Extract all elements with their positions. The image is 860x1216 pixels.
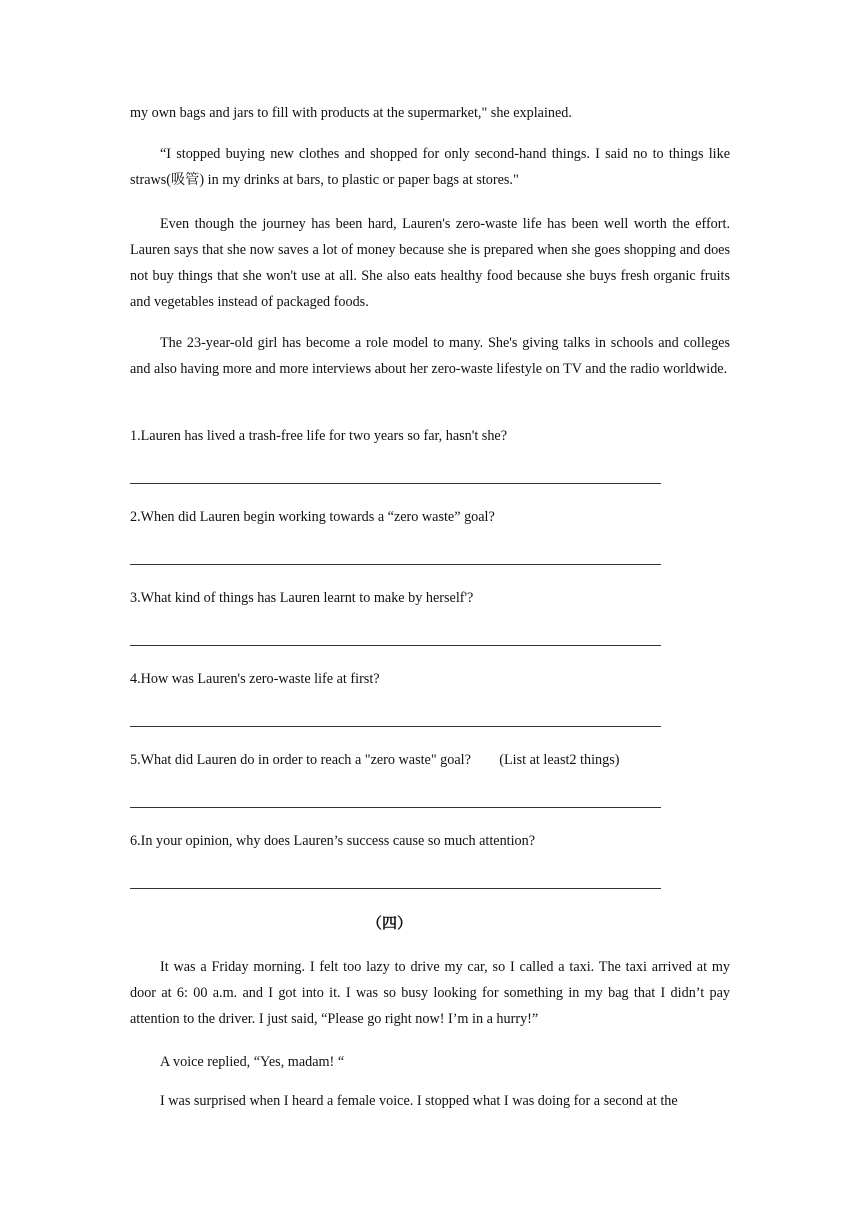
section-heading: （四） bbox=[367, 914, 413, 932]
question-4: 4.How was Lauren's zero-waste life at first? bbox=[130, 671, 380, 687]
question-6: 6.In your opinion, why does Lauren’s success cause so much attention? bbox=[130, 833, 536, 849]
paragraph-role-model: The 23-year-old girl has become a role model to many. She's giving talks in schools and colleges and also having more and more interviews about her zero-waste lifestyle on TV and the radio worldwide. bbox=[130, 335, 730, 377]
answer-line-4[interactable] bbox=[130, 726, 661, 727]
paragraph-voice: A voice replied, “Yes, madam! “ bbox=[160, 1054, 345, 1070]
question-5: 5.What did Lauren do in order to reach a "zero waste" goal? (List at least2 things) bbox=[130, 752, 620, 768]
question-3: 3.What kind of things has Lauren learnt to make by herself'? bbox=[130, 590, 474, 606]
question-1: 1.Lauren has lived a trash-free life for two years so far, hasn't she? bbox=[130, 428, 508, 444]
answer-line-2[interactable] bbox=[130, 564, 661, 565]
question-2: 2.When did Lauren begin working towards a “zero waste” goal? bbox=[130, 509, 495, 525]
paragraph-taxi: It was a Friday morning. I felt too lazy to drive my car, so I called a taxi. The taxi arrived at my door at 6: 00 a.m. and I got into it. I was so busy looking for something in my bag that I didn’t pay attention to the driver. I just said, “Please go right now! I’m in a hurry!” bbox=[130, 959, 730, 1027]
paragraph-surprised: I was surprised when I heard a female voice. I stopped what I was doing for a second at the bbox=[160, 1093, 678, 1109]
answer-line-5[interactable] bbox=[130, 807, 661, 808]
answer-line-1[interactable] bbox=[130, 483, 661, 484]
answer-line-3[interactable] bbox=[130, 645, 661, 646]
paragraph-quote: “I stopped buying new clothes and shopped for only second-hand things. I said no to things like straws(吸管) in my drinks at bars, to plastic or paper bags at stores." bbox=[130, 146, 730, 188]
paragraph-continuation: my own bags and jars to fill with products at the supermarket," she explained. bbox=[130, 105, 572, 121]
answer-line-6[interactable] bbox=[130, 888, 661, 889]
paragraph-journey: Even though the journey has been hard, Lauren's zero-waste life has been well worth the effort. Lauren says that she now saves a lot of money because she is prepared when she goes shopping and does not buy things that she won't use at all. She also eats healthy food because she buys fresh organic fruits and vegetables instead of packaged foods. bbox=[130, 216, 730, 310]
